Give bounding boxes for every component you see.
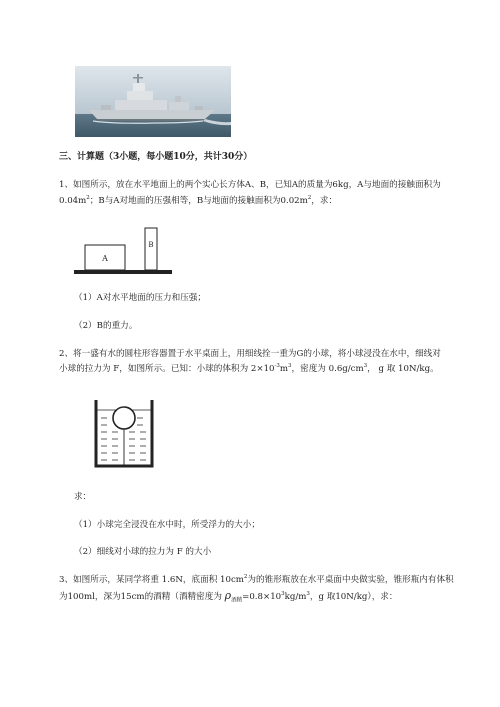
q1-line2-sup1: 2 [86,195,90,202]
q3-text-line2 [59,589,397,604]
q1-text-line2 [59,194,337,208]
q3-line2-part-a: 为100ml，深为15cm的酒精（酒精密度为 [59,592,225,602]
q1-sub-question-2: （2）B的重力。 [74,321,138,331]
q3-line2-part-d: ，g 取10N/kg），求： [309,592,398,602]
q3-line2-sup2: 3 [306,591,310,598]
q1-line2-part-c: ，求： [311,196,338,206]
warship-photo [75,66,231,137]
q1-blocks-figure [74,226,174,276]
ball [113,407,135,429]
q2-line2-sup: -3 [274,363,280,370]
q1-line2-sup2: 2 [307,195,312,202]
q3-line1-part-a: 3、如图所示，某同学将重 1.6N，底面积 10cm [59,575,244,585]
block-b-label: B [148,241,154,249]
q2-line2-part-c: ，密度为 0.6g/cm [291,364,364,374]
q2-text-line2 [59,362,439,376]
q3-line1-part-b: 为的锥形瓶放在水平桌面中央做实验，锥形瓶内有体积 [247,575,454,585]
q3-line2-part-b: =0.8×10 [242,592,282,602]
q1-sub-question-1: （1）A对水平地面的压力和压强； [74,293,206,303]
q2-container-figure [93,398,155,470]
q2-sub-question-1: （1）小球完全浸没在水中时，所受浮力的大小； [74,520,260,530]
q3-line1-sup: 2 [243,574,248,581]
q2-line2-sup3: 3 [363,363,368,370]
q3-line2-sup: 3 [281,591,285,598]
q2-ask: 求： [74,492,92,502]
q1-text-line1: 1、如图所示，放在水平地面上的两个实心长方体A、B，已知A的质量为6kg，A与地面的接触面积为 [59,180,441,190]
q2-text-line1: 2、将一盛有水的圆柱形容器置于水平桌面上，用细线拴一重为G的小球，将小球浸没在水中，细线对 [59,349,441,359]
q3-line2-part-c: kg/m [284,592,307,602]
q2-line2-sup2: 3 [288,363,292,370]
q3-rho-subscript: 酒精 [231,597,243,604]
q3-text-line1 [59,573,454,587]
q2-sub-question-2: （2）细线对小球的拉力为 F 的大小 [74,547,212,557]
q3-rho-symbol: ρ [224,589,232,602]
q2-line2-part-d: ， g 取 10N/kg。 [367,364,439,374]
q2-line2-part-b: m [279,364,289,374]
ground [74,270,172,274]
block-b [145,228,157,270]
section-heading: 三、计算题（3小题，每小题10分，共计30分） [59,152,253,162]
q1-line2-part-b: ；B与A对地面的压强相等，B与地面的接触面积为0.02m [89,196,308,206]
block-a-label: A [102,254,108,263]
q2-line2-part-a: 小球的拉力为 F，如图所示。已知：小球的体积为 2×10 [59,364,275,374]
q1-line2-part-a: 0.04m [59,196,87,206]
